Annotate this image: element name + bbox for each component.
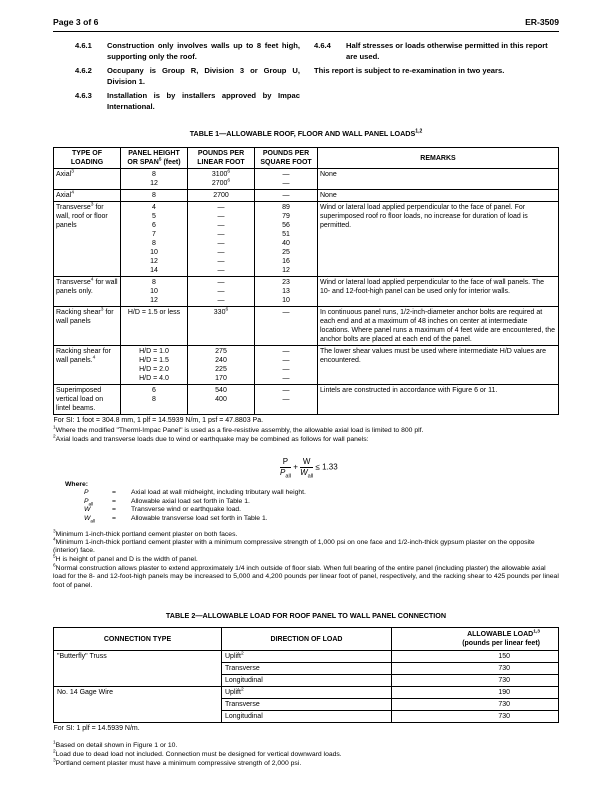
cell-load: 730 bbox=[392, 711, 559, 723]
table-row bbox=[54, 699, 559, 711]
header-height: PANEL HEIGHT OR SPAN$^5$ (feet) bbox=[121, 148, 188, 169]
cell-remarks: In continuous panel runs, 1/2-inch-diameter anchor bolts are required at each end and at a maximum of 48 inches on center at intermediate locations. Where panel runs a maximum of 4 feet wide are encountered, the anchor bolts are placed at each end of the panel. bbox=[318, 307, 559, 346]
cell-panel-height: 8 10 12 bbox=[121, 277, 188, 307]
page-number: Page 3 of 6 bbox=[53, 17, 99, 27]
cell-direction: Longitudinal bbox=[222, 711, 392, 723]
cell-load: 730 bbox=[392, 675, 559, 687]
header-type: TYPE OF LOADING bbox=[54, 148, 121, 169]
table1-footnote-2: $^2$Axial loads and transverse loads due to wind or earthquake may be combined as follows for wall panels: bbox=[53, 434, 369, 443]
cell-remarks: Wind or lateral load applied perpendicular to the face of panel. For superimposed roof ro floor loads, no increase for duration of load is permitted. bbox=[318, 202, 559, 277]
reexamination-note: This report is subject to re-examination in two years. bbox=[314, 66, 505, 75]
cell-panel-height: 4 5 6 7 8 10 12 14 bbox=[121, 202, 188, 277]
cell-psf: 23 13 10 bbox=[255, 277, 318, 307]
cell-plf: 540 400 bbox=[188, 385, 255, 415]
table-row bbox=[54, 663, 559, 675]
table-row bbox=[54, 711, 559, 723]
table1-title: TABLE 1—ALLOWABLE ROOF, FLOOR AND WALL PANEL LOADS$^{1,2}$ bbox=[189, 128, 423, 138]
conditions-left-column bbox=[75, 40, 300, 115]
cell-remarks: Lintels are constructed in accordance with Figure 6 or 11. bbox=[318, 385, 559, 415]
table1-footnote-6: $^6$Normal construction allows plaster to extend approximately 1/4 inch outside of floor slab. When full bearing of the entire panel (including plaster) the allowable axial load for the 8- and 12-foot-high panels may be increased to 5,000 and 4,200 pounds per linear foot of panel, respectively, and the racking shear to 425 pounds per lineal foot of panel. bbox=[53, 563, 559, 589]
cell-remarks: None bbox=[318, 190, 559, 202]
table-row bbox=[54, 202, 559, 277]
table1-footnote-4: $^4$Minimum 1-inch-thick portland cement plaster with a minimum compressive strength of 1,000 psi on one face and 1/2-inch-thick gypsum plaster on the opposite (interior) face. bbox=[53, 537, 535, 555]
header-connection-type: CONNECTION TYPE bbox=[54, 628, 222, 651]
cell-plf: — — — — — — — — bbox=[188, 202, 255, 277]
cell-panel-height: H/D = 1.5 or less bbox=[121, 307, 188, 346]
cell-remarks: Wind or lateral load applied perpendicular to the face of wall panels. The 10- and 12-foot-high panel can be used only for interior walls. bbox=[318, 277, 559, 307]
cell-direction: Longitudinal bbox=[222, 675, 392, 687]
cell-psf: — bbox=[255, 190, 318, 202]
table-row bbox=[54, 190, 559, 202]
cell-loading-type: Superimposed vertical load on lintel beams. bbox=[54, 385, 121, 415]
cell-loading-type: Transverse$^4$ for wall panels only. bbox=[54, 277, 121, 307]
cell-loading-type: Axial$^3$ bbox=[54, 169, 121, 190]
table-row bbox=[54, 277, 559, 307]
header-direction: DIRECTION OF LOAD bbox=[222, 628, 392, 651]
table-row bbox=[54, 385, 559, 415]
cell-load: 190 bbox=[392, 687, 559, 699]
cell-plf: $330^6$ bbox=[188, 307, 255, 346]
cell-panel-height: 8 12 bbox=[121, 169, 188, 190]
cell-panel-height: 6 8 bbox=[121, 385, 188, 415]
cell-loading-type: Transverse$^3$ for wall, roof or floor panels bbox=[54, 202, 121, 277]
table2-header-row bbox=[54, 628, 559, 651]
table2-title: TABLE 2—ALLOWABLE LOAD FOR ROOF PANEL TO WALL PANEL CONNECTION bbox=[165, 611, 447, 620]
table1-footnote-1: $^1$Where the modified "Therml-Impac Panel" is used as a fire-resistive assembly, the allowable axial load is limited to 800 plf. bbox=[53, 425, 424, 434]
table1-header-row bbox=[54, 148, 559, 169]
table1-footnote-3: $^3$Minimum 1-inch-thick portland cement plaster on both faces. bbox=[53, 529, 238, 538]
cell-connection-type bbox=[54, 711, 222, 723]
cell-panel-height: H/D = 1.0 H/D = 1.5 H/D = 2.0 H/D = 4.0 bbox=[121, 346, 188, 385]
condition-item: 4.6.1 Construction only involves walls up to 8 feet high, supporting only the roof. bbox=[75, 41, 300, 61]
header-rule bbox=[53, 31, 559, 32]
cell-loading-type: Racking shear for wall panels.$^4$ bbox=[54, 346, 121, 385]
cell-load: 730 bbox=[392, 699, 559, 711]
cell-psf: — — bbox=[255, 385, 318, 415]
table2-footnote-1: $^1$Based on detail shown in Figure 1 or 10. bbox=[53, 740, 178, 749]
header-remarks: REMARKS bbox=[318, 148, 559, 169]
cell-plf: 275 240 225 170 bbox=[188, 346, 255, 385]
table-row bbox=[54, 307, 559, 346]
cell-psf: — bbox=[255, 307, 318, 346]
condition-item: 4.6.2 Occupany is Group R, Division 3 or Group U, Division 1. bbox=[75, 66, 300, 86]
cell-psf: 89 79 56 51 40 25 16 12 bbox=[255, 202, 318, 277]
cell-direction: Transverse bbox=[222, 699, 392, 711]
cell-loading-type: Racking shear$^3$ for wall panels bbox=[54, 307, 121, 346]
cell-load: 730 bbox=[392, 663, 559, 675]
cell-direction: Uplift$^2$ bbox=[222, 651, 392, 663]
condition-item: 4.6.3 Installation is by installers approved by Impac International. bbox=[75, 91, 300, 111]
cell-connection-type: No. 14 Gage Wire bbox=[54, 687, 222, 699]
table-row bbox=[54, 675, 559, 687]
table1 bbox=[53, 147, 559, 426]
cell-load: 150 bbox=[392, 651, 559, 663]
header-plf: POUNDS PER LINEAR FOOT bbox=[188, 148, 255, 169]
table-row bbox=[54, 346, 559, 385]
condition-item: 4.6.4 Half stresses or loads otherwise permitted in this report are used. bbox=[314, 41, 548, 61]
cell-plf: — — — bbox=[188, 277, 255, 307]
table1-si-note: For SI: 1 foot = 304.8 mm, 1 plf = 14.5939 N/m, 1 psf = 47.8803 Pa. bbox=[53, 417, 264, 424]
cell-direction: Transverse bbox=[222, 663, 392, 675]
conditions-right-column bbox=[314, 40, 560, 76]
table1-footnote-5: $^5$H is height of panel and D is the width of panel. bbox=[53, 554, 198, 563]
cell-connection-type bbox=[54, 663, 222, 675]
cell-connection-type bbox=[54, 675, 222, 687]
cell-plf: 3100$^6$ 2700$^6$ bbox=[188, 169, 255, 190]
header-allowable-load: ALLOWABLE LOAD$^{1,3}$ (pounds per linear feet) bbox=[392, 628, 559, 651]
table2 bbox=[53, 627, 559, 734]
cell-loading-type: Axial$^4$ bbox=[54, 190, 121, 202]
table2-footnote-2: $^2$Load due to dead load not included. Connection must be designed for vertical downward loads. bbox=[53, 749, 342, 758]
interaction-formula: $\frac{P}{P_{all}}$ + $\frac{W}{W_{all}}$ ≤ 1.33 bbox=[280, 457, 338, 480]
cell-connection-type: "Butterfly" Truss bbox=[54, 651, 222, 663]
cell-remarks: None bbox=[318, 169, 559, 190]
table2-si-note: For SI: 1 plf = 14.5939 N/m. bbox=[53, 725, 140, 732]
report-number: ER-3509 bbox=[525, 17, 559, 27]
cell-psf: — — — — bbox=[255, 346, 318, 385]
table-row bbox=[54, 651, 559, 663]
table2-footnote-3: $^3$Portland cement plaster must have a minimum compressive strength of 2,000 psi. bbox=[53, 758, 302, 767]
cell-psf: — — bbox=[255, 169, 318, 190]
table-row bbox=[54, 169, 559, 190]
cell-remarks: The lower shear values must be used where intermediate H/D values are encountered. bbox=[318, 346, 559, 385]
cell-direction: Uplift$^2$ bbox=[222, 687, 392, 699]
page-header bbox=[53, 17, 559, 30]
cell-panel-height: 8 bbox=[121, 190, 188, 202]
header-psf: POUNDS PER SQUARE FOOT bbox=[255, 148, 318, 169]
cell-plf: 2700 bbox=[188, 190, 255, 202]
table-row bbox=[54, 687, 559, 699]
cell-connection-type bbox=[54, 699, 222, 711]
